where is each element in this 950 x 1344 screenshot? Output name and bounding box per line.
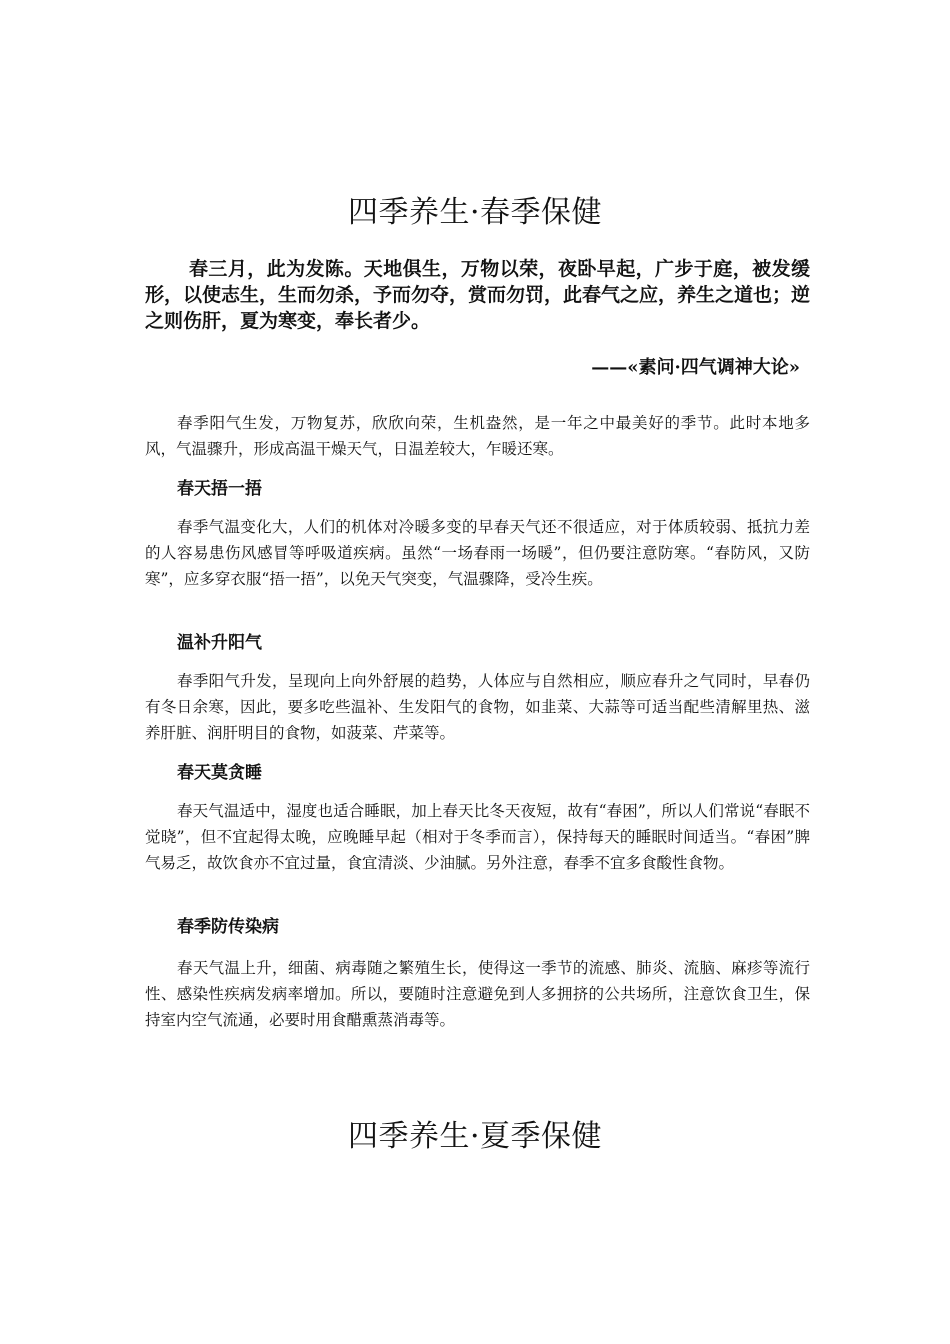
section-heading: 春天莫贪睡 [177, 763, 262, 783]
summer-title: 四季养生·夏季保健 [347, 1119, 603, 1154]
section-body-block [145, 514, 810, 592]
section-heading-block [145, 630, 810, 656]
section-paragraph: 春季阳气升发，呈现向上向外舒展的趋势，人体应与自然相应，顺应春升之气同时，早春仍有冬日余寒，因此，要多吃些温补、生发阳气的食物，如韭菜、大蒜等可适当配些清解里热、滋养肝脏、润肝明目的食物，如菠菜、芹菜等。 [145, 672, 810, 742]
section-heading: 春季防传染病 [177, 917, 279, 937]
section-body-block [145, 668, 810, 746]
epigraph-source: ——«素问·四气调神大论» [591, 357, 800, 378]
section-body-block [145, 798, 810, 876]
section-paragraph: 春天气温上升，细菌、病毒随之繁殖生长，使得这一季节的流感、肺炎、流脑、麻疹等流行性、感染性疾病发病率增加。所以，要随时注意避免到人多拥挤的公共场所，注意饮食卫生，保持室内空气流通，必要时用食醋熏蒸消毒等。 [145, 959, 810, 1029]
section-heading-block [145, 914, 810, 940]
intro-paragraph: 春季阳气生发，万物复苏，欣欣向荣，生机盎然，是一年之中最美好的季节。此时本地多风，气温骤升，形成高温干燥天气，日温差较大，乍暖还寒。 [145, 414, 810, 458]
section-heading: 温补升阳气 [177, 633, 262, 653]
section-heading-block [145, 760, 810, 786]
section-body-block [145, 955, 810, 1033]
epigraph-quote: 春三月，此为发陈。天地俱生，万物以荣，夜卧早起，广步于庭，被发缓形，以使志生，生而勿杀，予而勿夺，赏而勿罚，此春气之应，养生之道也；逆之则伤肝，夏为寒变，奉长者少。 [145, 258, 811, 332]
section-paragraph: 春天气温适中，湿度也适合睡眠，加上春天比冬天夜短，故有“春困”，所以人们常说“春眠不觉晓”，但不宜起得太晚，应晚睡早起（相对于冬季而言），保持每天的睡眠时间适当。“春困”脾气易乏，故饮食亦不宜过量，食宜清淡、少油腻。另外注意，春季不宜多食酸性食物。 [145, 802, 810, 872]
section-heading-block [145, 476, 810, 502]
section-heading: 春天捂一捂 [177, 479, 262, 499]
intro-block [145, 410, 810, 462]
spring-title: 四季养生·春季保健 [347, 195, 603, 230]
section-paragraph: 春季气温变化大，人们的机体对冷暖多变的早春天气还不很适应，对于体质较弱、抵抗力差的人容易患伤风感冒等呼吸道疾病。虽然“一场春雨一场暖”，但仍要注意防寒。“春防风，又防寒”，应多穿衣服“捂一捂”，以免天气突变，气温骤降，受冷生疾。 [145, 518, 810, 588]
